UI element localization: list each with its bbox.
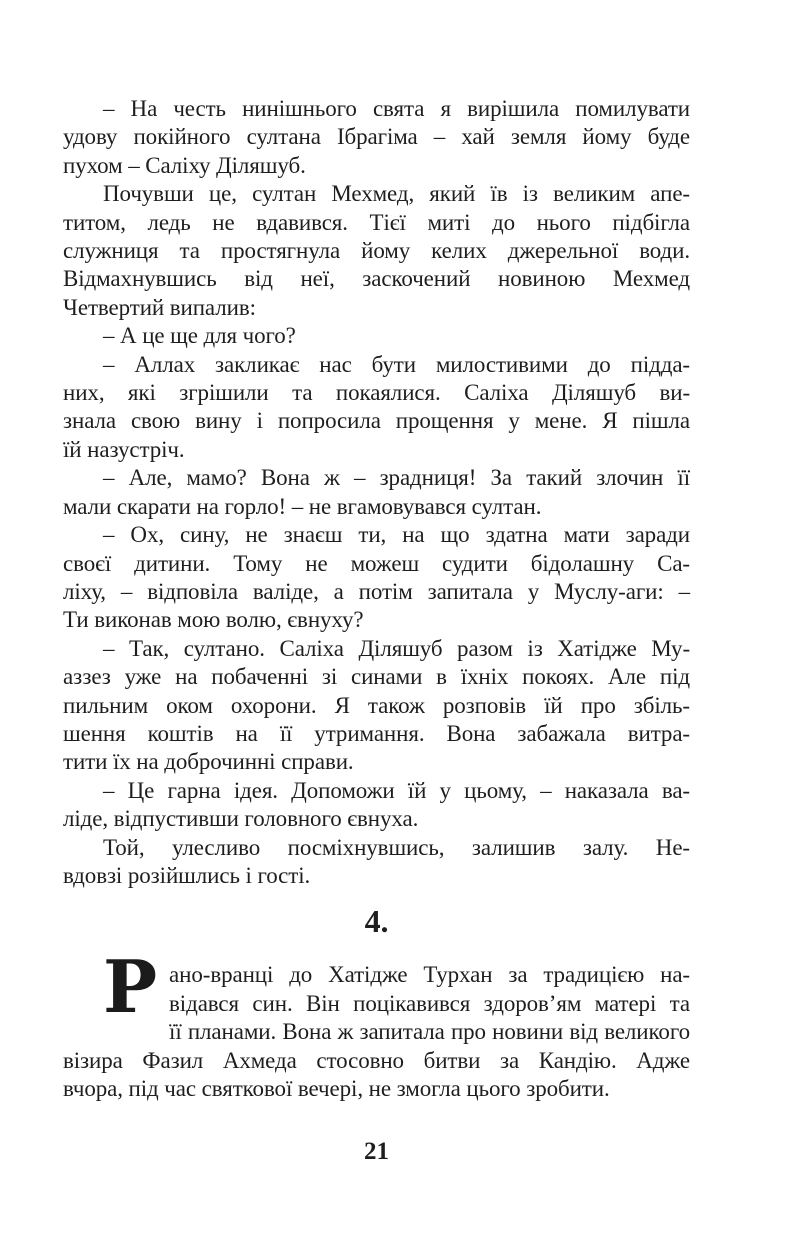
text-column: [63, 95, 690, 1103]
text-line: аззез уже на побаченні зі синами в їхніх покоях. Але під: [63, 664, 690, 690]
text-line: ано-вранці до Хатідже Турхан за традицією на-: [169, 962, 690, 988]
text-line: Відмахнувшись від неї, заскочений новиною Мехмед: [63, 266, 690, 292]
text-line: знала свою вину і попросила прощення у мене. Я пішла: [63, 408, 690, 434]
paragraph: [63, 464, 690, 521]
text-line: вдовзі розійшлись і гості.: [63, 862, 311, 888]
text-line: пухом – Саліху Діляшуб.: [63, 152, 306, 178]
text-line: удову покійного султана Ібрагіма – хай земля йому буде: [63, 124, 690, 150]
paragraph: [63, 180, 690, 322]
paragraph: [63, 944, 690, 1103]
paragraph: [63, 351, 690, 465]
paragraph: [63, 322, 690, 350]
paragraph: [63, 834, 690, 891]
text-line: ліде, відпустивши головного євнуха.: [63, 806, 419, 832]
text-line: відався син. Він поцікавився здоров’ям матері та: [169, 990, 690, 1016]
text-line: тити їх на доброчинні справи.: [63, 749, 354, 775]
paragraph: [63, 521, 690, 635]
text-line: мали скарати на горло! – не вгамовувався султан.: [63, 493, 542, 519]
text-line: титом, ледь не вдавився. Тієї миті до нього підбігла: [63, 209, 690, 235]
page-number: 21: [364, 1138, 389, 1165]
text-line: служниця та простягнула йому келих джерельної води.: [63, 238, 690, 264]
text-line: ліху, – відповіла валіде, а потім запитала у Муслу-аги: –: [63, 578, 690, 604]
text-line: – А це ще для чого?: [103, 323, 296, 349]
paragraph: [63, 635, 690, 777]
text-line: Почувши це, султан Мехмед, який їв із великим апе-: [103, 181, 690, 207]
text-line: Четвертий випалив:: [63, 294, 256, 320]
text-line: її планами. Вона ж запитала про новини від великого: [169, 1019, 690, 1045]
text-line: – На честь нинішнього свята я вирішила помилувати: [103, 96, 690, 121]
text-line: них, які згрішили та покаялися. Саліха Діляшуб ви-: [63, 380, 690, 406]
text-line: їй назустріч.: [63, 436, 185, 462]
text-line: шення коштів на її утримання. Вона забажала витра-: [63, 720, 690, 746]
text-line: – Але, мамо? Вона ж – зрадниця! За такий злочин її: [103, 465, 690, 491]
paragraph: [63, 777, 690, 834]
section-heading: 4.: [364, 903, 389, 940]
text-line: – Це гарна ідея. Допоможи їй у цьому, – наказала ва-: [103, 777, 690, 803]
text-line: вчора, під час святкової вечері, не змогла цього зробити.: [63, 1076, 610, 1101]
text-line: Ти виконав мою волю, євнуху?: [63, 607, 364, 633]
text-line: своєї дитини. Тому не можеш судити бідолашну Са-: [63, 550, 690, 576]
text-line: візира Фазил Ахмеда стосовно битви за Кандію. Адже: [63, 1047, 690, 1073]
text-line: – Так, султано. Саліха Діляшуб разом із Хатідже Му-: [103, 635, 690, 661]
text-line: пильним оком охорони. Я також розповів їй про збіль-: [63, 692, 690, 718]
paragraph: [63, 95, 690, 180]
drop-cap-letter: Р: [103, 944, 158, 1030]
text-line: – Аллах закликає нас бути милостивими до підда-: [103, 351, 690, 377]
text-line: Той, улесливо посміхнувшись, залишив залу. Не-: [103, 834, 690, 860]
text-line: – Ох, сину, не знаєш ти, на що здатна мати заради: [103, 522, 690, 548]
